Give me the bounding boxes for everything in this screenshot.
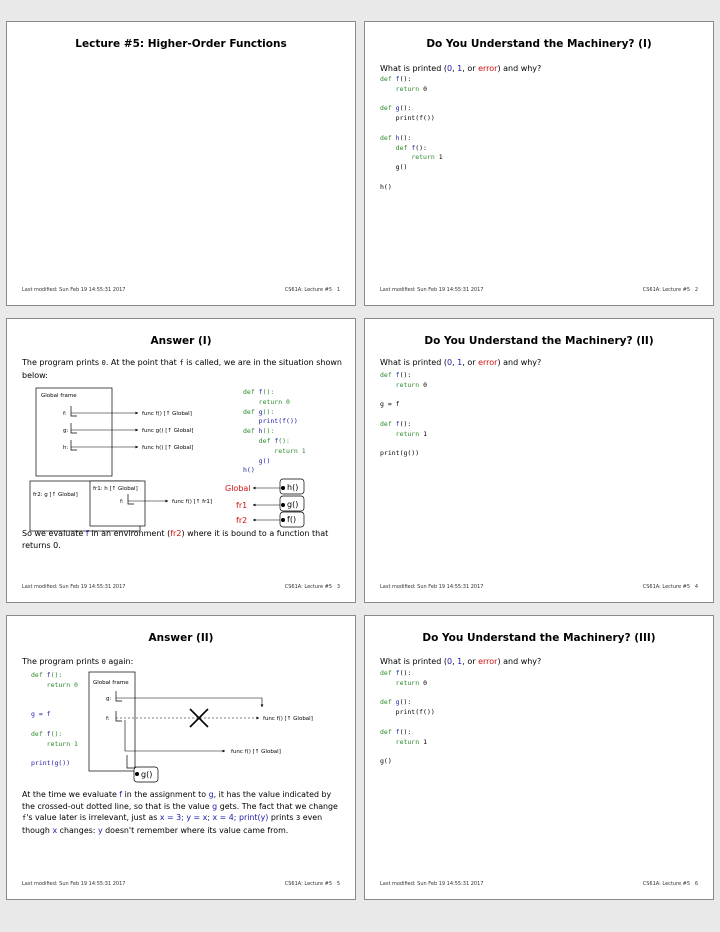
slide-title: Do You Understand the Machinery? (II): [424, 335, 654, 347]
footer-course: CS61A: Lecture #5 2: [642, 287, 698, 293]
call-g-label: g(): [141, 770, 153, 779]
binding-f-old-value: func f() [↑ Global]: [263, 716, 313, 722]
env-fr1-label: fr1: [236, 501, 248, 510]
footer-course: CS61A: Lecture #5 3: [284, 584, 340, 590]
code-line: def f():: [380, 371, 412, 379]
binding-g-label: g:: [106, 696, 112, 702]
code-line: def g():: [243, 407, 275, 416]
code-line: return 1: [31, 739, 78, 748]
code-line: return 0: [395, 678, 427, 687]
code-line: g = f: [380, 400, 400, 409]
frame-fr1-label: fr1: h [↑ Global]: [93, 486, 138, 492]
code-line: def f():: [380, 669, 412, 677]
frame-fr2-label: fr2: g [↑ Global]: [33, 492, 78, 498]
answer-conclusion: So we evaluate f in an environment (fr2) where it is bound to a function that returns 0.: [22, 529, 329, 550]
slide-title: Answer (I): [150, 335, 212, 347]
code-line: def h():: [243, 427, 275, 436]
global-frame-box: [36, 388, 112, 476]
code-line: def g():: [380, 698, 412, 707]
slide-3: [6, 318, 356, 603]
code-line: def f():: [380, 727, 412, 736]
slide-4: [364, 318, 714, 603]
slide-title: Do You Understand the Machinery? (III): [422, 632, 656, 644]
code-line: return 0: [395, 84, 427, 93]
environment-diagram: [7, 319, 356, 603]
question-text: What is printed (0, 1, or error) and why?: [380, 657, 542, 666]
code-block: [380, 371, 427, 459]
global-frame-label: Global frame: [41, 393, 77, 399]
binding-h-value: func h() [↑ Global]: [142, 445, 194, 451]
code-line: print(f()): [380, 114, 435, 123]
footer-course: CS61A: Lecture #5 4: [642, 584, 698, 590]
binding-f-label: f:: [106, 716, 110, 722]
code-line: return 1: [411, 153, 443, 162]
binding-f-new-value: func f() [↑ Global]: [231, 749, 281, 755]
binding-f-label: f:: [63, 411, 67, 417]
global-frame-box: [89, 672, 135, 771]
fr1-binding-f-value: func f() [↑ fr1]: [172, 499, 213, 505]
call-h-label: h(): [287, 483, 299, 492]
fr1-binding-f-label: f:: [120, 499, 124, 505]
footer-course: CS61A: Lecture #5 5: [284, 881, 340, 887]
binding-h-label: h:: [63, 445, 69, 451]
slide-title: Do You Understand the Machinery? (I): [426, 38, 652, 50]
env-fr2-label: fr2: [236, 516, 248, 525]
footer-course: CS61A: Lecture #5 1: [284, 287, 340, 293]
footer-modified: Last modified: Sun Feb 19 14:55:31 2017: [380, 287, 484, 293]
binding-g-label: g:: [63, 428, 69, 434]
code-line: def f():: [31, 671, 63, 679]
answer-text: The program prints 0. At the point that f is called, we are in the situation shown below:: [22, 358, 342, 380]
call-f-label: f(): [287, 515, 297, 524]
code-block: [380, 669, 435, 767]
footer-modified: Last modified: Sun Feb 19 14:55:31 2017: [22, 584, 126, 590]
code-line: h(): [380, 182, 392, 191]
code-line: return 1: [395, 429, 427, 438]
code-line: g(): [258, 456, 271, 465]
slide-title: Answer (II): [148, 632, 214, 644]
footer-modified: Last modified: Sun Feb 19 14:55:31 2017: [380, 584, 484, 590]
code-line: def h():: [380, 133, 412, 142]
footer-modified: Last modified: Sun Feb 19 14:55:31 2017: [22, 881, 126, 887]
code-line: def f():: [380, 75, 412, 83]
code-line: def f():: [31, 729, 63, 738]
code-line: g = f: [31, 710, 51, 719]
footer-modified: Last modified: Sun Feb 19 14:55:31 2017: [380, 881, 484, 887]
slide-1: [6, 21, 356, 306]
code-block: [380, 75, 443, 193]
code-line: h(): [243, 466, 255, 475]
code-line: def f():: [395, 143, 427, 152]
answer-text: The program prints 0 again:: [22, 657, 134, 666]
slide-5: [6, 615, 356, 900]
code-line: return 0: [31, 680, 78, 689]
binding-f-value: func f() [↑ Global]: [142, 411, 192, 417]
question-text: What is printed (0, 1, or error) and why?: [380, 64, 542, 73]
slide-6: [364, 615, 714, 900]
code-line: print(f()): [380, 708, 435, 717]
code-line: def g():: [380, 104, 412, 113]
code-line: g(): [380, 757, 392, 766]
footer-modified: Last modified: Sun Feb 19 14:55:31 2017: [22, 287, 126, 293]
environment-diagram: [7, 616, 356, 900]
slide-title: Lecture #5: Higher-Order Functions: [75, 38, 287, 50]
code-line: def f():: [243, 436, 290, 445]
binding-g-value: func g() [↑ Global]: [142, 428, 194, 434]
answer-explanation: At the time we evaluate f in the assignment to g, it has the value indicated by the crossed-out dotted line, so that is the value g gets. The fact that we change f's value later is irrelevant, just as x = 3; y = x; x = 4; print(y) prints 3 even though x changes: y doesn't remember where its value came from.: [22, 790, 338, 835]
code-line: def f():: [243, 388, 275, 396]
call-g-label: g(): [287, 500, 299, 509]
global-frame-label: Global frame: [93, 680, 129, 686]
code-line: def f():: [380, 419, 412, 428]
code-line: return 0: [243, 397, 290, 406]
code-line: g(): [380, 163, 408, 172]
footer-course: CS61A: Lecture #5 6: [642, 881, 698, 887]
code-line: print(g()): [380, 449, 420, 458]
code-line: print(g()): [31, 759, 71, 768]
code-line: return 1: [243, 446, 306, 455]
code-line: return 1: [395, 737, 427, 746]
env-global-label: Global: [225, 484, 251, 493]
code-line: return 0: [395, 380, 427, 389]
question-text: What is printed (0, 1, or error) and why?: [380, 358, 542, 367]
code-line: print(f()): [258, 417, 298, 426]
slide-2: [364, 21, 714, 306]
